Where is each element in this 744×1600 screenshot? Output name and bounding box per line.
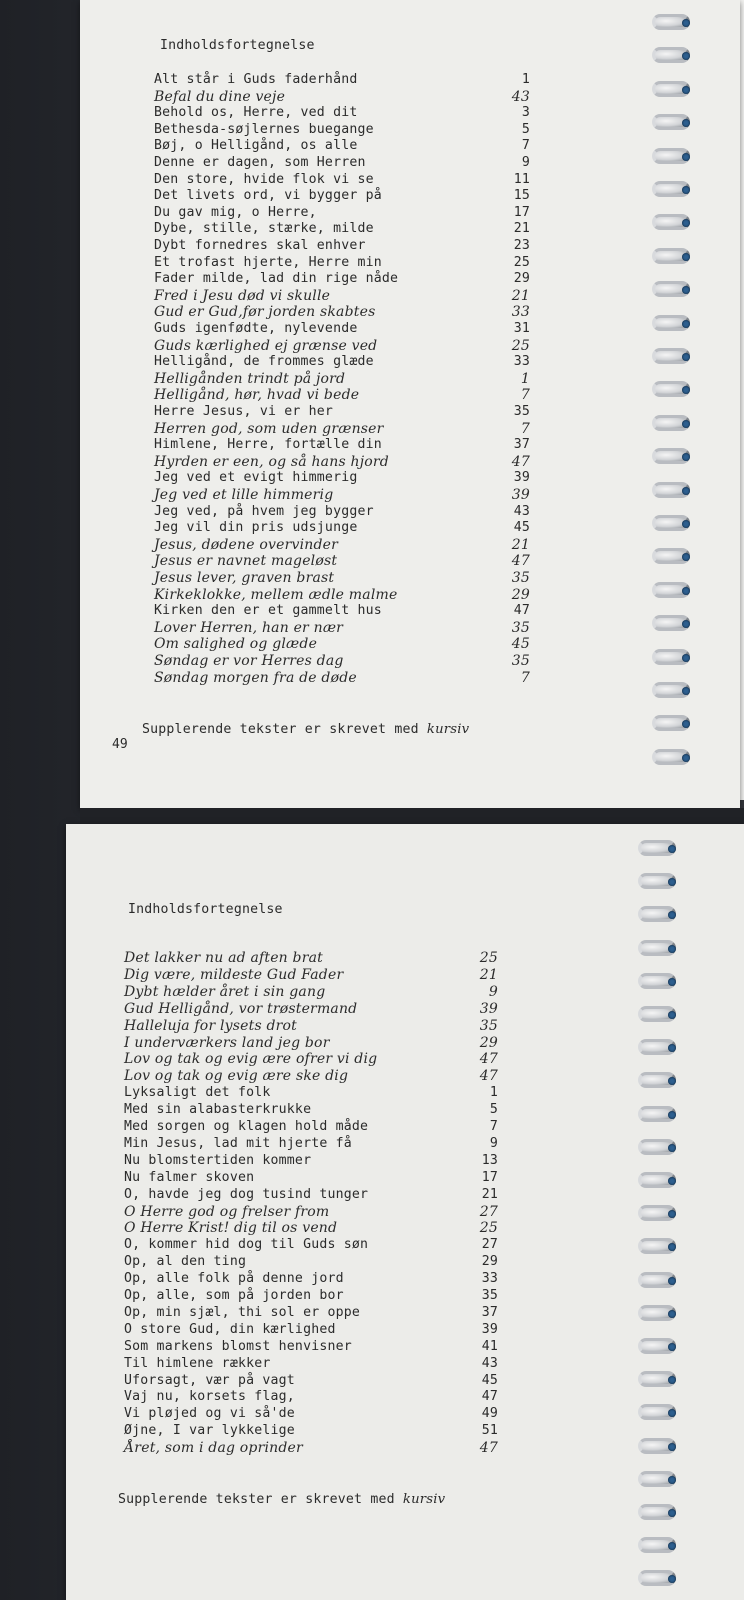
entry-page-number: 51 <box>481 1423 498 1439</box>
entry-title: Dybt fornedres skal enhver <box>154 238 366 253</box>
page-title: Indholdsfortegnelse <box>160 38 315 53</box>
entry-page-number: 43 <box>481 1355 498 1371</box>
table-of-contents-top <box>142 0 534 800</box>
entry-title: Et trofast hjerte, Herre min <box>154 254 382 270</box>
italic-note: Supplerende tekster er skrevet med kursiv <box>118 1492 446 1507</box>
entry-page-number: 21 <box>479 966 498 983</box>
entry-title: Det lakker nu ad aften brat <box>124 950 323 966</box>
entry-page-number: 29 <box>481 1254 498 1270</box>
entry-page-number: 21 <box>511 287 530 304</box>
entry-title: Fader milde, lad din rige nåde <box>154 271 399 287</box>
punch-hole <box>682 86 690 94</box>
page-title: Indholdsfortegnelse <box>128 902 283 917</box>
punch-hole <box>682 353 690 361</box>
entry-page-number: 39 <box>481 1321 498 1337</box>
entry-page-number: 27 <box>479 1203 498 1220</box>
entry-page-number: 47 <box>479 1068 498 1085</box>
punch-hole <box>668 1144 676 1152</box>
entry-title: Søndag er vor Herres dag <box>154 653 344 669</box>
entry-page-number: 39 <box>513 470 530 486</box>
entry-title: Vi pløjed og vi så'de <box>124 1406 295 1422</box>
entry-page-number: 35 <box>511 570 530 586</box>
entry-page-number: 35 <box>513 404 530 419</box>
entry-title: Året, som i dag oprinder <box>124 1440 303 1457</box>
entry-title: Helligånden trindt på jord <box>154 370 346 387</box>
punch-hole <box>668 1509 676 1517</box>
entry-page-number: 7 <box>520 420 530 437</box>
punch-hole <box>682 520 690 528</box>
entry-title: Jeg ved et evigt himmerig <box>154 470 358 486</box>
entry-title: Guds igenfødte, nylevende <box>154 321 358 336</box>
entry-title: Helligånd, de frommes glæde <box>154 354 374 370</box>
entry-page-number: 5 <box>489 1102 498 1118</box>
entry-title: Lover Herren, han er nær <box>154 619 344 636</box>
entry-page-number: 35 <box>511 653 530 669</box>
punch-hole <box>668 945 676 953</box>
entry-page-number: 13 <box>481 1152 498 1168</box>
entry-page-number: 21 <box>481 1186 498 1202</box>
entry-title: Op, min sjæl, thi sol er oppe <box>124 1304 361 1320</box>
entry-title: Hyrden er een, og så hans hjord <box>154 453 389 470</box>
entry-page-number: 1 <box>520 370 530 387</box>
entry-page-number: 9 <box>488 983 498 1000</box>
entry-title: Det livets ord, vi bygger på <box>154 188 382 204</box>
punch-hole <box>668 978 676 986</box>
entry-page-number: 9 <box>521 155 530 170</box>
entry-title: Himlene, Herre, fortælle din <box>154 437 382 453</box>
entry-page-number: 45 <box>511 636 530 653</box>
entry-title: Kirkeklokke, mellem ædle malme <box>154 586 398 603</box>
entry-title: O Herre god og frelser from <box>124 1203 330 1220</box>
entry-title: Nu falmer skoven <box>124 1169 255 1185</box>
entry-page-number: 25 <box>479 950 498 966</box>
entry-page-number: 25 <box>511 337 530 354</box>
entry-title: Herren god, som uden grænser <box>154 420 384 437</box>
entry-title: Uforsagt, vær på vagt <box>124 1372 295 1388</box>
entry-page-number: 47 <box>513 603 530 619</box>
entry-title: Dybt hælder året i sin gang <box>124 983 326 1000</box>
entry-title: Op, alle, som på jorden bor <box>124 1288 344 1303</box>
punch-hole <box>682 186 690 194</box>
entry-title: O, kommer hid dog til Guds søn <box>124 1237 369 1253</box>
page-number: 49 <box>112 737 128 752</box>
entry-title: Som markens blomst henvisner <box>124 1338 352 1354</box>
entry-title: O store Gud, din kærlighed <box>124 1321 336 1337</box>
italic-note: Supplerende tekster er skrevet med kursiv <box>142 722 470 737</box>
entry-title: Jesus er navnet mageløst <box>154 553 338 570</box>
entry-title: Alt står i Guds faderhånd <box>154 72 358 87</box>
punch-hole <box>682 587 690 595</box>
punch-hole <box>682 320 690 328</box>
entry-page-number: 7 <box>520 387 530 404</box>
entry-page-number: 29 <box>511 586 530 603</box>
entry-page-number: 25 <box>479 1220 498 1237</box>
punch-hole <box>682 19 690 27</box>
punch-hole <box>682 253 690 261</box>
entry-title: Med sorgen og klagen hold måde <box>124 1119 369 1134</box>
entry-title: Jeg ved et lille himmerig <box>154 487 334 503</box>
entry-page-number: 43 <box>513 503 530 519</box>
entry-page-number: 1 <box>521 72 530 87</box>
entry-title: Min Jesus, lad mit hjerte få <box>124 1135 352 1151</box>
entry-page-number: 47 <box>479 1051 498 1068</box>
punch-hole <box>668 1476 676 1484</box>
entry-page-number: 39 <box>511 487 530 503</box>
entry-title: Op, alle folk på denne jord <box>124 1271 344 1287</box>
entry-page-number: 49 <box>481 1406 498 1422</box>
entry-title: Dig være, mildeste Gud Fader <box>124 966 344 983</box>
entry-title: I underværkers land jeg bor <box>124 1034 330 1051</box>
entry-page-number: 7 <box>520 669 530 686</box>
entry-page-number: 7 <box>489 1119 498 1134</box>
entry-page-number: 35 <box>511 619 530 636</box>
entry-title: Til himlene rækker <box>124 1355 271 1371</box>
entry-title: Jeg ved, på hvem jeg bygger <box>154 503 374 519</box>
entry-title: Behold os, Herre, ved dit <box>154 105 358 121</box>
entry-title: Kirken den er et gammelt hus <box>154 603 382 619</box>
entry-title: Befal du dine veje <box>154 88 286 105</box>
punch-hole <box>682 754 690 762</box>
entry-page-number: 23 <box>513 238 530 253</box>
entry-title: Søndag morgen fra de døde <box>154 669 357 686</box>
punch-hole <box>668 1011 676 1019</box>
entry-title: Den store, hvide flok vi se <box>154 171 374 187</box>
entry-title: Øjne, I var lykkelige <box>124 1423 295 1439</box>
entry-title: Bøj, o Helligånd, os alle <box>154 138 358 154</box>
entry-page-number: 41 <box>481 1338 498 1354</box>
entry-title: Du gav mig, o Herre, <box>154 204 317 220</box>
punch-hole <box>668 1177 676 1185</box>
entry-title: Op, al den ting <box>124 1254 247 1270</box>
entry-page-number: 33 <box>513 354 530 370</box>
entry-title: Herre Jesus, vi er her <box>154 404 334 419</box>
entry-title: Jeg vil din pris udsjunge <box>154 520 358 536</box>
entry-page-number: 1 <box>489 1085 498 1101</box>
entry-page-number: 43 <box>511 88 530 105</box>
punch-hole <box>682 153 690 161</box>
entry-page-number: 47 <box>479 1440 498 1457</box>
punch-hole <box>682 487 690 495</box>
entry-page-number: 47 <box>481 1389 498 1405</box>
entry-page-number: 15 <box>513 188 530 204</box>
entry-title: Jesus lever, graven brast <box>154 570 335 586</box>
punch-hole <box>682 687 690 695</box>
entry-page-number: 45 <box>513 520 530 536</box>
entry-title: Nu blomstertiden kommer <box>124 1152 312 1168</box>
entry-title: O, havde jeg dog tusind tunger <box>124 1186 369 1202</box>
entry-page-number: 5 <box>521 121 530 137</box>
punch-hole <box>668 1111 676 1119</box>
entry-page-number: 11 <box>513 171 530 187</box>
entry-title: Dybe, stille, stærke, milde <box>154 221 374 237</box>
entry-page-number: 47 <box>511 453 530 470</box>
entry-page-number: 9 <box>489 1135 498 1151</box>
entry-page-number: 39 <box>479 1000 498 1017</box>
entry-title: Bethesda-søjlernes buegange <box>154 121 374 137</box>
entry-title: Fred i Jesu død vi skulle <box>154 287 331 304</box>
entry-title: Om salighed og glæde <box>154 636 318 653</box>
entry-page-number: 33 <box>511 304 530 321</box>
entry-title: Guds kærlighed ej grænse ved <box>154 337 378 354</box>
entry-page-number: 25 <box>513 254 530 270</box>
punch-hole <box>668 1310 676 1318</box>
entry-page-number: 35 <box>481 1288 498 1303</box>
booklet-page-top <box>80 0 740 808</box>
entry-page-number: 21 <box>513 221 530 237</box>
entry-page-number: 37 <box>481 1304 498 1320</box>
entry-title: Lyksaligt det folk <box>124 1085 271 1101</box>
entry-title: O Herre Krist! dig til os vend <box>124 1220 338 1237</box>
entry-title: Halleluja for lysets drot <box>124 1017 298 1034</box>
entry-title: Helligånd, hør, hvad vi bede <box>154 387 360 404</box>
entry-page-number: 31 <box>513 321 530 336</box>
entry-page-number: 37 <box>513 437 530 453</box>
entry-page-number: 29 <box>513 271 530 287</box>
entry-title: Lov og tak og evig ære ske dig <box>124 1068 349 1085</box>
punch-hole <box>668 1443 676 1451</box>
punch-hole <box>682 420 690 428</box>
entry-page-number: 33 <box>481 1271 498 1287</box>
entry-page-number: 3 <box>521 105 530 121</box>
entry-page-number: 17 <box>481 1169 498 1185</box>
entry-page-number: 21 <box>511 536 530 553</box>
table-of-contents-bottom <box>118 824 524 1600</box>
punch-hole <box>668 1343 676 1351</box>
entry-page-number: 45 <box>481 1372 498 1388</box>
entry-page-number: 17 <box>513 204 530 220</box>
punch-hole <box>668 1277 676 1285</box>
entry-page-number: 35 <box>479 1017 498 1034</box>
entry-title: Vaj nu, korsets flag, <box>124 1389 295 1405</box>
entry-page-number: 27 <box>481 1237 498 1253</box>
punch-hole <box>682 654 690 662</box>
entry-title: Jesus, dødene overvinder <box>154 536 339 553</box>
entry-title: Gud er Gud,før jorden skabtes <box>154 304 376 321</box>
punch-hole <box>668 845 676 853</box>
entry-title: Denne er dagen, som Herren <box>154 155 366 170</box>
entry-title: Gud Helligånd, vor trøstermand <box>124 1000 358 1017</box>
page-gap <box>80 808 744 824</box>
entry-title: Med sin alabasterkrukke <box>124 1102 312 1118</box>
entry-title: Lov og tak og evig ære ofrer vi dig <box>124 1051 378 1068</box>
entry-page-number: 47 <box>511 553 530 570</box>
entry-page-number: 7 <box>521 138 530 154</box>
entry-page-number: 29 <box>479 1034 498 1051</box>
